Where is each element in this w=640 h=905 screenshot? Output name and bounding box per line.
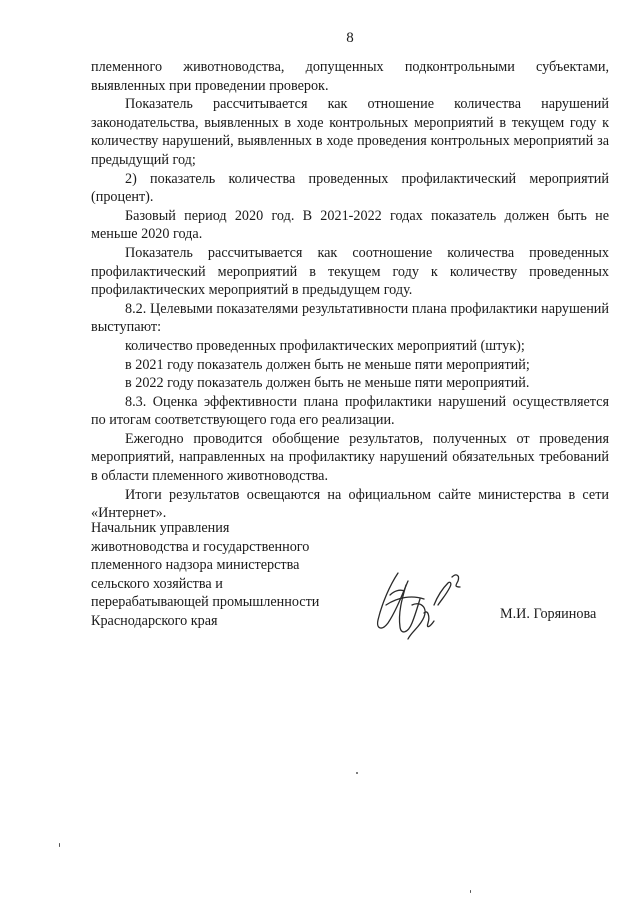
paragraph-target-count: количество проведенных профилактических мероприятий (штук); [125,337,525,354]
signer-position-line: Начальник управления [91,520,230,536]
signer-name: М.И. Горяинова [500,606,597,622]
document-body [91,58,609,523]
signer-position-line: племенного надзора министерства [91,557,300,574]
paragraph-publication: Итоги результатов освещаются на официальном сайте министерства в сети «Интернет». [91,486,609,522]
paragraph-section-8-2: 8.2. Целевыми показателями результативности плана профилактики нарушений выступают: [91,300,609,336]
paragraph-target-2022: в 2022 году показатель должен быть не меньше пяти мероприятий. [125,375,530,392]
scan-speck [470,890,471,893]
signer-position-line: перерабатывающей промышленности [91,594,320,611]
paragraph-target-2021: в 2021 году показатель должен быть не меньше пяти мероприятий; [125,356,530,373]
signer-position-line: животноводства и государственного [91,538,310,555]
signer-position-line: сельского хозяйства и [91,575,223,592]
paragraph-base-period: Базовый период 2020 год. В 2021-2022 годах показатель должен быть не меньше 2020 года. [91,207,609,243]
signer-position-line: Краснодарского края [91,612,218,629]
scan-speck [356,772,358,774]
paragraph-section-8-3: 8.3. Оценка эффективности плана профилактики нарушений осуществляется по итогам соответствующего года его реализации. [91,393,609,429]
paragraph-continuation: племенного животноводства, допущенных подконтрольными субъектами, выявленных при проведении проверок. [91,59,609,94]
paragraph-indicator-2: 2) показатель количества проведенных профилактический мероприятий (процент). [91,170,609,206]
paragraph-ratio-calculation: Показатель рассчитывается как соотношение количества проведенных профилактический мероприятий в текущем году к количеству проведенных профилактических мероприятий в предыдущем году. [91,244,609,299]
scan-speck [59,843,60,847]
signer-position [91,519,351,631]
page-number: 8 [346,30,354,46]
handwritten-signature [368,565,478,645]
paragraph-summary: Ежегодно проводится обобщение результатов, полученных от проведения мероприятий, направленных на профилактику нарушений обязательных требований в области племенного животноводства. [91,430,609,485]
paragraph-indicator-calculation: Показатель рассчитывается как отношение количества нарушений законодательства, выявленных в ходе контрольных мероприятий в текущем году к количеству нарушений, выявленных в ходе проведения контрольных мероприятий за предыдущий год; [91,96,609,168]
